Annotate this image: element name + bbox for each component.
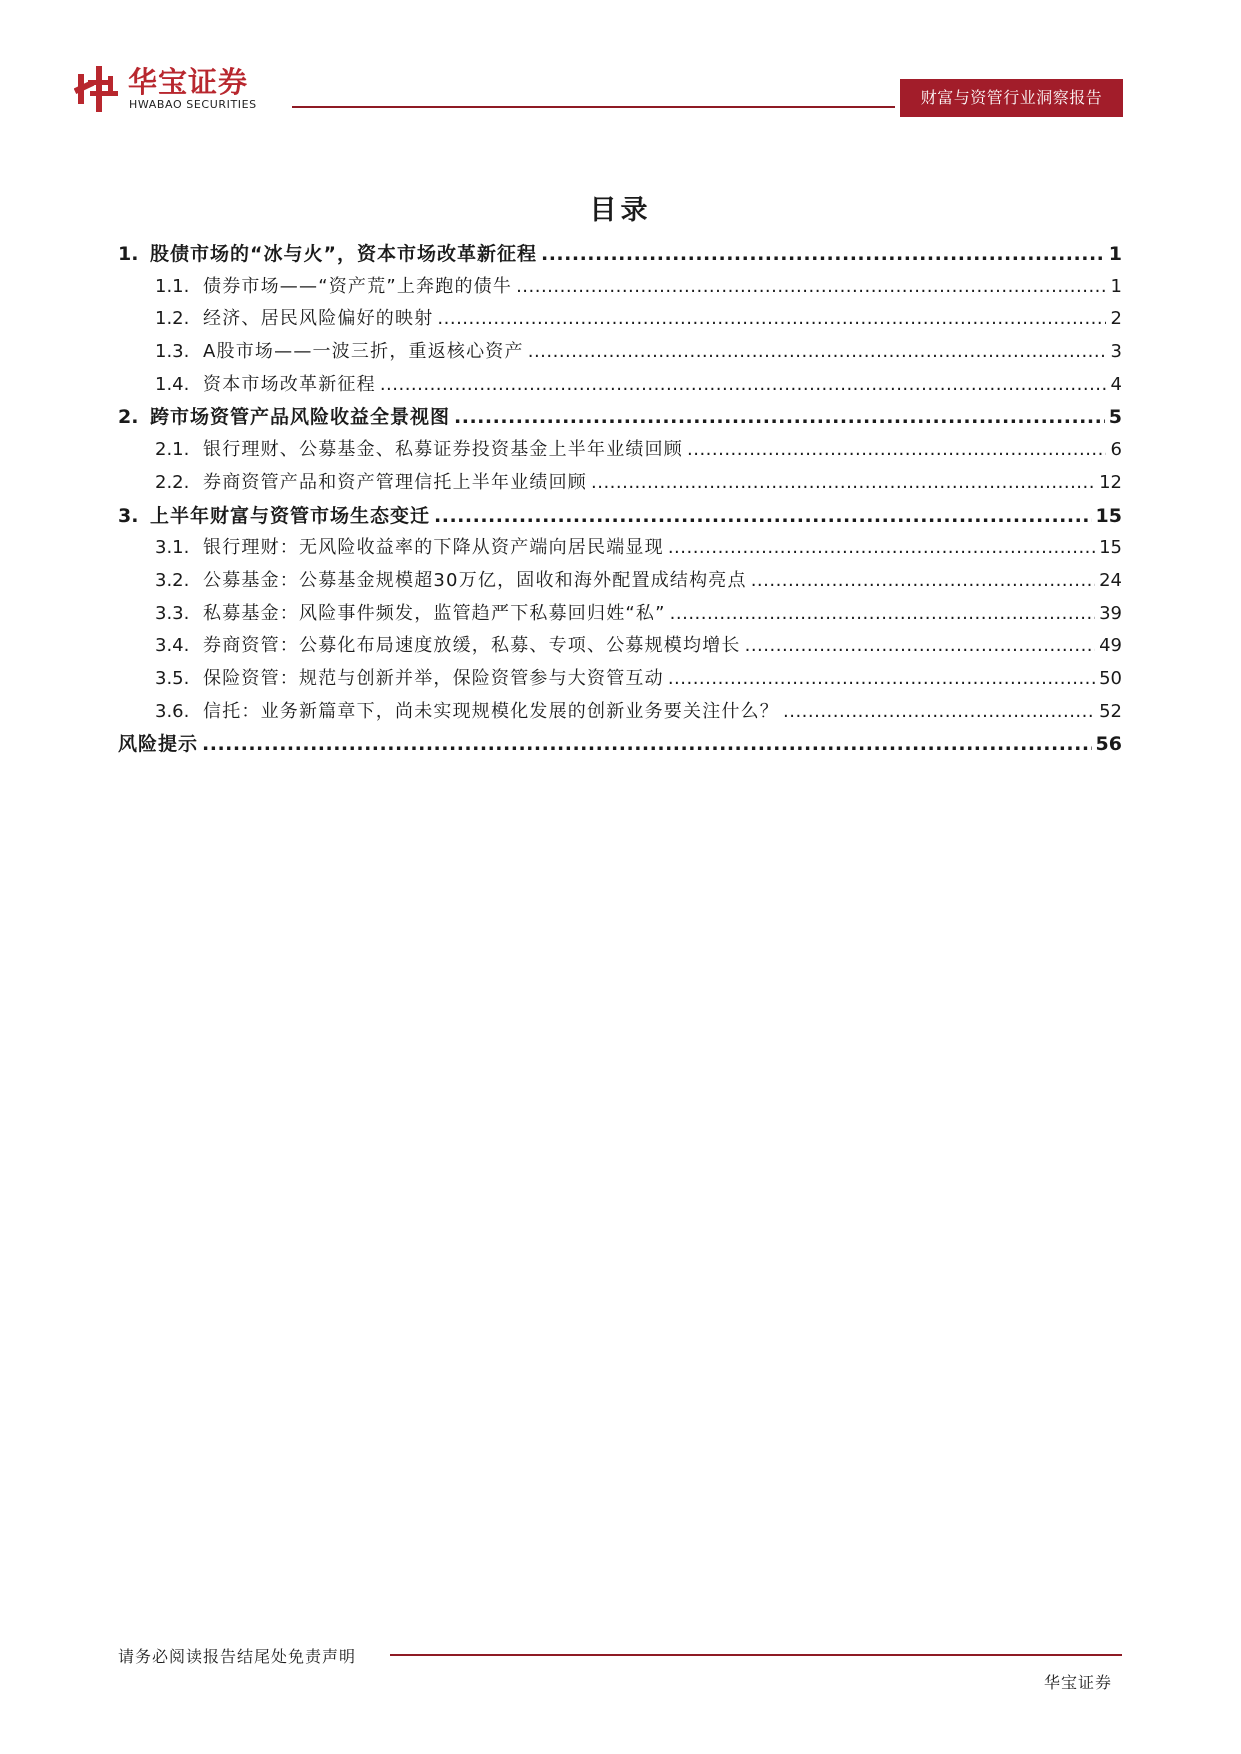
toc-page-number: 50: [1099, 667, 1122, 689]
report-type-tag: 财富与资管行业洞察报告: [900, 79, 1123, 117]
toc-page-number: 2: [1110, 308, 1122, 330]
toc-leader: [751, 565, 1095, 598]
toc-number: 3.4.: [155, 635, 190, 657]
toc-number: 1.1.: [155, 275, 190, 297]
toc-leader: [202, 728, 1092, 761]
toc-entry[interactable]: [118, 467, 1122, 500]
toc-number: 3.5.: [155, 667, 190, 689]
toc-leader: [516, 271, 1106, 304]
toc-title-text: 银行理财、公募基金、私募证券投资基金上半年业绩回顾: [203, 439, 683, 461]
toc-page-number: 1: [1108, 243, 1122, 265]
toc-leader: [541, 238, 1105, 271]
toc-title: 目录: [589, 195, 652, 226]
footer-divider: [390, 1654, 1122, 1656]
toc-entry[interactable]: [118, 336, 1122, 369]
toc-number: 2.2.: [155, 471, 190, 493]
toc-entry[interactable]: [118, 598, 1122, 631]
toc-title-text: 券商资管：公募化布局速度放缓，私募、专项、公募规模均增长: [203, 635, 741, 657]
toc-page-number: 39: [1099, 602, 1122, 624]
logo-english-name: HWABAO SECURITIES: [129, 98, 257, 111]
toc-entry[interactable]: [118, 401, 1122, 434]
toc-title-text: 风险提示: [118, 733, 199, 756]
toc-entry[interactable]: [118, 532, 1122, 565]
toc-title-text: 债券市场——“资产荒”上奔跑的债牛: [203, 275, 513, 297]
toc-page-number: 24: [1099, 569, 1122, 591]
toc-entry[interactable]: [118, 238, 1122, 271]
toc-entry[interactable]: [118, 271, 1122, 304]
toc-number: 1.: [118, 243, 139, 265]
toc-leader: [668, 532, 1095, 565]
toc-title-text: 股债市场的“冰与火”，资本市场改革新征程: [150, 243, 537, 265]
toc-leader: [687, 434, 1106, 467]
company-logo: [74, 64, 284, 114]
toc-page-number: 15: [1099, 537, 1122, 559]
toc-leader: [668, 663, 1095, 696]
toc-title-text: A股市场——一波三折，重返核心资产: [203, 341, 524, 363]
toc-leader: [434, 500, 1092, 533]
disclaimer-note: 请务必阅读报告结尾处免责声明: [118, 1647, 357, 1666]
toc-title-text: 信托：业务新篇章下，尚未实现规模化发展的创新业务要关注什么？: [203, 700, 779, 722]
toc-number: 1.3.: [155, 341, 190, 363]
toc-page-number: 56: [1095, 733, 1122, 756]
toc-number: 1.2.: [155, 308, 190, 330]
toc-title-text: 保险资管：规范与创新并举，保险资管参与大资管互动: [203, 667, 664, 689]
toc-leader: [670, 598, 1095, 631]
toc-page-number: 6: [1110, 439, 1122, 461]
toc-page-number: 49: [1099, 635, 1122, 657]
toc-page-number: 4: [1110, 373, 1122, 395]
toc-leader: [454, 401, 1105, 434]
footer-brand: 华宝证券: [1043, 1673, 1112, 1692]
toc-entry[interactable]: [118, 728, 1122, 761]
toc-number: 3.1.: [155, 537, 190, 559]
toc-entry[interactable]: [118, 303, 1122, 336]
table-of-contents: [118, 238, 1122, 761]
toc-title-text: 跨市场资管产品风险收益全景视图: [150, 406, 451, 429]
hwabao-logo-icon: [74, 64, 120, 114]
toc-number: 3.3.: [155, 602, 190, 624]
toc-leader: [591, 467, 1095, 500]
toc-number: 1.4.: [155, 373, 190, 395]
toc-page-number: 52: [1099, 700, 1122, 722]
toc-title-text: 上半年财富与资管市场生态变迁: [150, 504, 431, 527]
toc-number: 2.1.: [155, 439, 190, 461]
toc-entry[interactable]: [118, 663, 1122, 696]
toc-page-number: 5: [1108, 406, 1122, 429]
toc-title-text: 私募基金：风险事件频发，监管趋严下私募回归姓“私”: [203, 602, 666, 624]
toc-page-number: 1: [1110, 275, 1122, 297]
toc-number: 3.: [118, 504, 139, 527]
toc-leader: [437, 303, 1106, 336]
toc-entry[interactable]: [118, 434, 1122, 467]
toc-leader: [783, 696, 1095, 729]
toc-title-text: 银行理财：无风险收益率的下降从资产端向居民端显现: [203, 537, 664, 559]
toc-page-number: 12: [1099, 471, 1122, 493]
toc-leader: [745, 630, 1095, 663]
toc-entry[interactable]: [118, 565, 1122, 598]
toc-number: 2.: [118, 406, 139, 429]
toc-title-text: 公募基金：公募基金规模超30万亿，固收和海外配置成结构亮点: [203, 569, 747, 591]
toc-leader: [528, 336, 1106, 369]
toc-title-text: 经济、居民风险偏好的映射: [203, 308, 434, 330]
toc-entry[interactable]: [118, 630, 1122, 663]
toc-leader: [380, 369, 1106, 402]
toc-page-number: 3: [1110, 341, 1122, 363]
toc-title-text: 券商资管产品和资产管理信托上半年业绩回顾: [203, 471, 587, 493]
toc-title-text: 资本市场改革新征程: [203, 373, 376, 395]
toc-number: 3.6.: [155, 700, 190, 722]
toc-entry[interactable]: [118, 500, 1122, 533]
toc-number: 3.2.: [155, 569, 190, 591]
header-divider: [292, 106, 895, 108]
toc-entry[interactable]: [118, 696, 1122, 729]
toc-page-number: 15: [1095, 504, 1122, 527]
toc-entry[interactable]: [118, 369, 1122, 402]
logo-chinese-name: 华宝证券: [128, 65, 249, 99]
